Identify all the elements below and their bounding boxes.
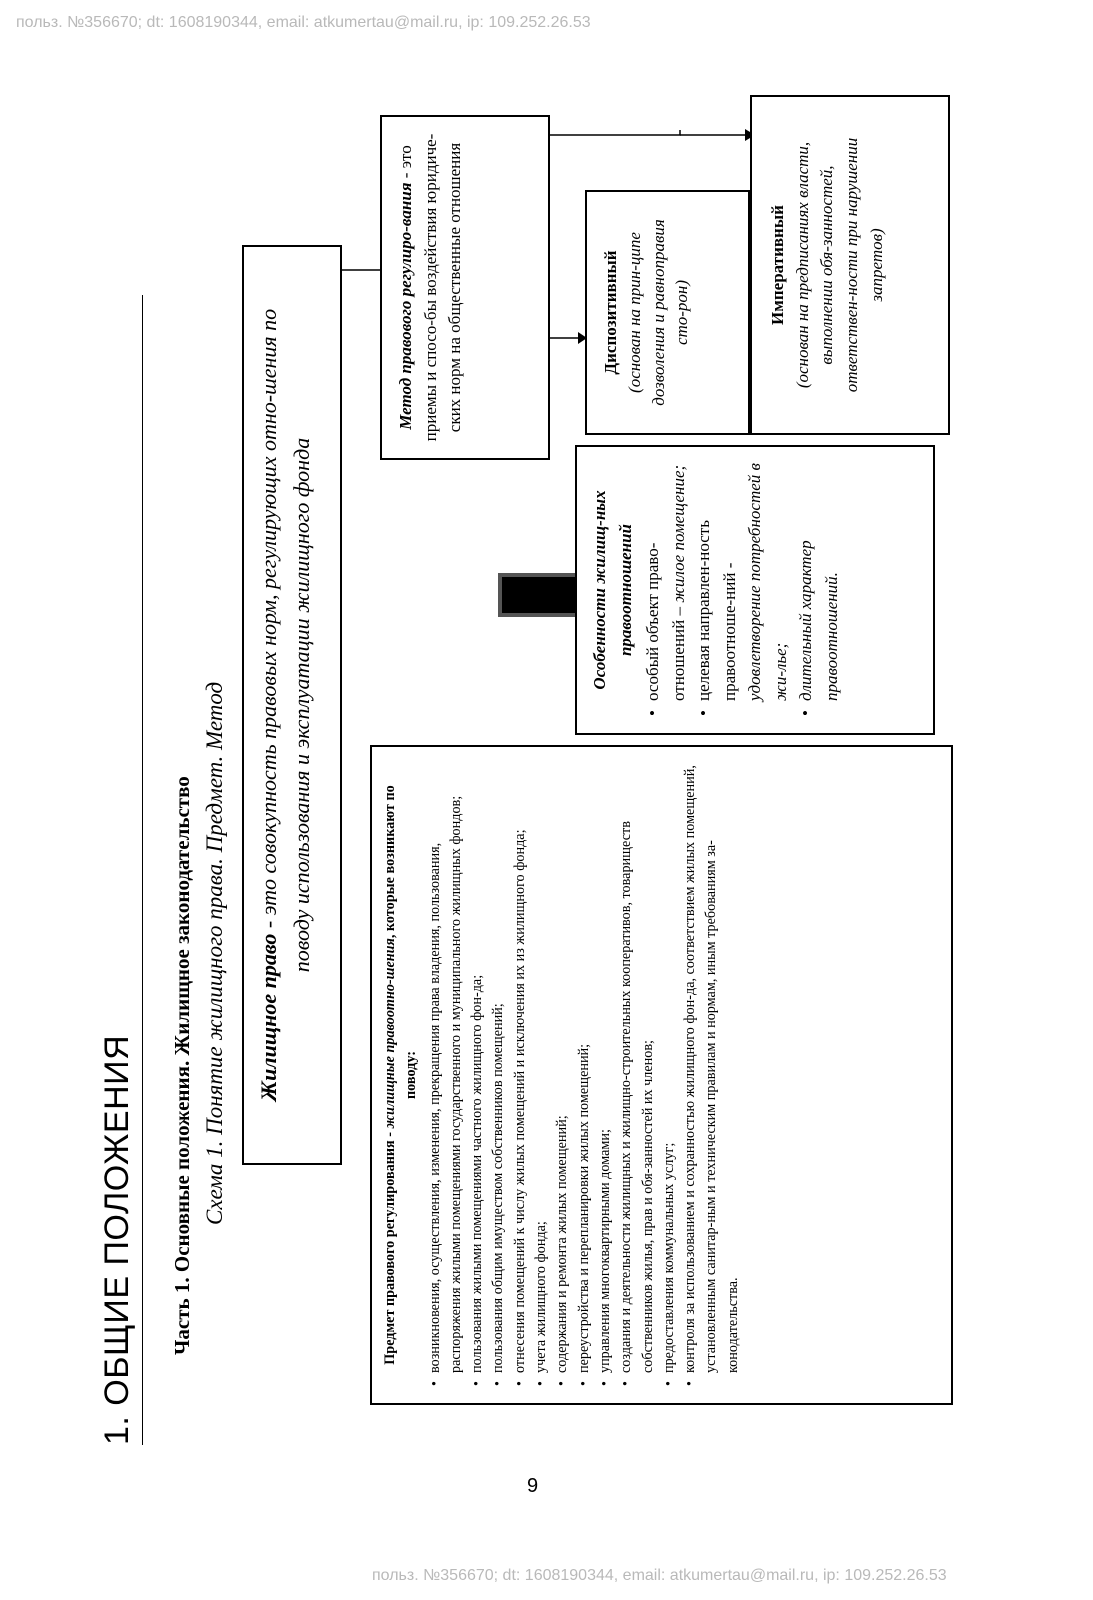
feature-plain: целевая направлен-ность правоотноше-ний -: [694, 520, 739, 701]
list-item: [793, 463, 844, 701]
method-text: - это приемы и спосо-бы воздействия юридиче-ских норм на общественные отношения: [396, 133, 465, 442]
list-item: • управления многоквартирными домами;: [595, 763, 616, 1373]
list-item: • пользования общим имуществом собственников помещений;: [488, 763, 509, 1373]
list-item: • пользования жилыми помещениями частного жилищного фон-да;: [467, 763, 488, 1373]
features-box: [575, 445, 935, 735]
definition-term: Жилищное право: [256, 933, 281, 1102]
section-heading: 1. ОБЩИЕ ПОЛОЖЕНИЯ: [98, 1034, 136, 1445]
subject-heading-bold: Предмет правового регулирования -: [382, 1128, 398, 1365]
list-item: [640, 463, 691, 701]
features-list: [640, 463, 844, 717]
watermark-bottom: польз. №356670; dt: 1608190344, email: atkumertau@mail.ru, ip: 109.252.26.53: [372, 1567, 947, 1584]
definition-box: [242, 245, 342, 1165]
list-item: • отнесения помещений к числу жилых помещений и исключения их из жилищного фонда;: [510, 763, 531, 1373]
features-heading: Особенности жилищ-ных правоотношений: [590, 490, 635, 690]
feature-plain: особый объект право-отношений –: [643, 542, 688, 701]
imperative-box: [750, 95, 950, 435]
connector-line: [550, 130, 680, 135]
rotated-page-content: [90, 55, 950, 1455]
part-title: Часть 1. Основные положения. Жилищное законодательство: [170, 776, 194, 1355]
list-item: • содержания и ремонта жилых помещений;: [552, 763, 573, 1373]
feature-italic: жилое помещение;: [668, 464, 688, 603]
method-box: [380, 115, 550, 460]
subject-box: [370, 745, 953, 1405]
subject-heading-italic: жилищные правоотно-шения: [382, 938, 398, 1129]
list-item: • создания и деятельности жилищных и жилищно-строительных кооперативов, товариществ собственников жилья, прав и обя-занностей их членов;: [616, 763, 659, 1373]
list-item: • предоставления коммунальных услуг;: [659, 763, 680, 1373]
dispositive-text: (основан на прин-ципе дозволения и равноправия сто-рон): [624, 219, 692, 406]
subject-heading-tail: , которые возникают по поводу:: [382, 785, 420, 1099]
dispositive-title: Диспозитивный: [601, 250, 620, 375]
feature-italic: длительный характер правоотношений.: [796, 540, 841, 701]
imperative-text: (основан на предписаниях власти, выполнении обя-занностей, ответствен-ности при нарушении запретов): [792, 137, 886, 393]
list-item: • возникновения, осуществления, изменения, прекращения права владения, пользования, распоряжения жилыми помещениями государственного и муниципального жилищных фондов;: [425, 763, 468, 1373]
imperative-title: Императивный: [768, 205, 787, 325]
list-item: • переустройства и перепланировки жилых помещений;: [574, 763, 595, 1373]
page-number: 9: [527, 1475, 539, 1497]
dispositive-box: [585, 190, 750, 435]
definition-text: - это совокупность правовых норм, регулирующих отно-шения по поводу использования и эксплуатации жилищного фонда: [256, 308, 314, 973]
list-item: [691, 463, 793, 701]
list-item: • учета жилищного фонда;: [531, 763, 552, 1373]
method-term: Метод правового регулиро-вания: [396, 182, 415, 430]
schema-caption: Схема 1. Понятие жилищного права. Предмет. Метод: [202, 681, 227, 1225]
watermark-top: польз. №356670; dt: 1608190344, email: atkumertau@mail.ru, ip: 109.252.26.53: [16, 14, 591, 31]
feature-italic: удовлетворение потребностей в жи-лье;: [745, 463, 790, 701]
subject-heading: [380, 763, 423, 1387]
list-item: • контроля за использованием и сохранностью жилищного фон-да, соответствием жилых помещений, установленным санитар-ным и техническим правилам и нормам, иным требованиям за-конодательства.: [680, 763, 744, 1373]
subject-list: [425, 763, 744, 1387]
